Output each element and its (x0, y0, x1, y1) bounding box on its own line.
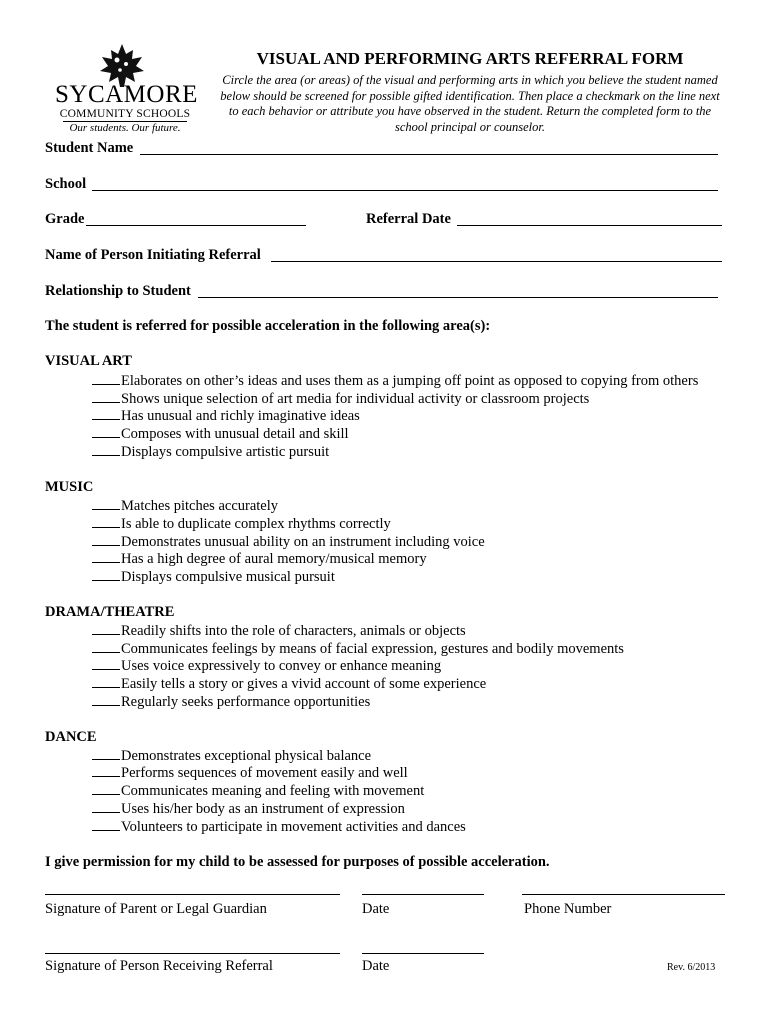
relationship-line[interactable] (198, 297, 718, 298)
checklist-item[interactable] (92, 533, 485, 551)
check-blank[interactable] (92, 693, 120, 706)
instructions-line: Circle the area (or areas) of the visual and performing arts in which you believe the student named (222, 73, 718, 87)
referral-date-line[interactable] (457, 225, 722, 226)
check-blank[interactable] (92, 497, 120, 510)
section-heading-drama: DRAMA/THEATRE (45, 604, 175, 620)
checklist-item[interactable] (92, 747, 371, 765)
grade-line[interactable] (86, 225, 306, 226)
parent-signature-label: Signature of Parent or Legal Guardian (45, 901, 267, 917)
check-blank[interactable] (92, 675, 120, 688)
check-blank[interactable] (92, 407, 120, 420)
item-text: Performs sequences of movement easily and well (121, 765, 408, 781)
receiver-signature-line[interactable] (45, 953, 340, 954)
item-text: Has a high degree of aural memory/musical memory (121, 551, 427, 567)
logo-tagline: Our students. Our future. (69, 122, 181, 134)
school-line[interactable] (92, 190, 718, 191)
date2-label: Date (362, 958, 390, 974)
item-text: Communicates feelings by means of facial expression, gestures and bodily movements (121, 641, 624, 657)
phone-label: Phone Number (524, 901, 612, 917)
checklist-item[interactable] (92, 443, 329, 461)
checklist-item[interactable] (92, 390, 589, 408)
check-blank[interactable] (92, 390, 120, 403)
instructions-line: school principal or counselor. (395, 119, 545, 134)
item-text: Displays compulsive artistic pursuit (121, 444, 330, 460)
instructions (205, 73, 735, 135)
checklist-item[interactable] (92, 657, 441, 675)
check-blank[interactable] (92, 640, 120, 653)
item-text: Communicates meaning and feeling with movement (121, 783, 425, 799)
item-text: Uses voice expressively to convey or enhance meaning (121, 658, 442, 674)
checklist-item[interactable] (92, 693, 370, 711)
form-title: VISUAL AND PERFORMING ARTS REFERRAL FORM (256, 49, 684, 68)
checklist-item[interactable] (92, 640, 624, 658)
checklist-item[interactable] (92, 372, 698, 390)
check-blank[interactable] (92, 372, 120, 385)
section-heading-dance: DANCE (45, 729, 97, 745)
checklist-item[interactable] (92, 425, 349, 443)
grade-label: Grade (45, 211, 85, 227)
student-name-line[interactable] (140, 154, 718, 155)
check-blank[interactable] (92, 550, 120, 563)
check-blank[interactable] (92, 764, 120, 777)
item-text: Demonstrates exceptional physical balance (121, 748, 372, 764)
check-blank[interactable] (92, 747, 120, 760)
checklist-item[interactable] (92, 515, 391, 533)
relationship-label: Relationship to Student (45, 283, 191, 299)
item-text: Has unusual and richly imaginative ideas (121, 408, 360, 424)
date1-line[interactable] (362, 894, 484, 895)
check-blank[interactable] (92, 533, 120, 546)
initiator-label: Name of Person Initiating Referral (45, 247, 261, 263)
school-logo (55, 42, 198, 134)
item-text: Uses his/her body as an instrument of expression (121, 801, 405, 817)
item-text: Composes with unusual detail and skill (121, 426, 349, 442)
item-text: Matches pitches accurately (121, 498, 279, 514)
checklist-item[interactable] (92, 568, 335, 586)
section-heading-visual-art: VISUAL ART (45, 353, 132, 369)
date2-line[interactable] (362, 953, 484, 954)
revision-note: Rev. 6/2013 (667, 962, 716, 973)
referral-date-label: Referral Date (366, 211, 451, 227)
initiator-line[interactable] (271, 261, 722, 262)
check-blank[interactable] (92, 800, 120, 813)
checklist-item[interactable] (92, 818, 466, 836)
checklist-item[interactable] (92, 800, 405, 818)
checklist-item[interactable] (92, 764, 408, 782)
item-text: Volunteers to participate in movement activities and dances (121, 819, 466, 835)
check-blank[interactable] (92, 443, 120, 456)
item-text: Easily tells a story or gives a vivid account of some experience (121, 676, 487, 692)
phone-line[interactable] (522, 894, 725, 895)
item-text: Elaborates on other’s ideas and uses them as a jumping off point as opposed to copying from others (121, 373, 699, 389)
check-blank[interactable] (92, 568, 120, 581)
checklist-item[interactable] (92, 407, 360, 425)
instructions-line: to each behavior or attribute you have observed in the student. Return the completed form to the (228, 104, 712, 118)
referral-intro: The student is referred for possible acceleration in the following area(s): (45, 318, 491, 334)
item-text: Regularly seeks performance opportunities (121, 694, 371, 710)
check-blank[interactable] (92, 425, 120, 438)
checklist-item[interactable] (92, 497, 278, 515)
check-blank[interactable] (92, 818, 120, 831)
check-blank[interactable] (92, 515, 120, 528)
item-text: Readily shifts into the role of characters, animals or objects (121, 623, 466, 639)
school-label: School (45, 176, 87, 192)
student-name-label: Student Name (45, 140, 134, 156)
check-blank[interactable] (92, 622, 120, 635)
parent-signature-line[interactable] (45, 894, 340, 895)
instructions-line: below should be screened for possible gifted identification. Then place a checkmark on the line next (220, 88, 720, 103)
checklist-item[interactable] (92, 782, 424, 800)
item-text: Demonstrates unusual ability on an instrument including voice (121, 534, 485, 550)
permission-statement: I give permission for my child to be assessed for purposes of possible acceleration. (45, 854, 550, 870)
receiver-signature-label: Signature of Person Receiving Referral (45, 958, 273, 974)
checklist-item[interactable] (92, 622, 466, 640)
item-text: Shows unique selection of art media for individual activity or classroom projects (121, 391, 590, 407)
section-heading-music: MUSIC (45, 479, 94, 495)
item-text: Displays compulsive musical pursuit (121, 569, 335, 585)
check-blank[interactable] (92, 657, 120, 670)
checklist-item[interactable] (92, 550, 427, 568)
logo-subname: COMMUNITY SCHOOLS (59, 108, 191, 120)
check-blank[interactable] (92, 782, 120, 795)
checklist-item[interactable] (92, 675, 486, 693)
logo-name: SYCAMORE (55, 81, 198, 108)
date1-label: Date (362, 901, 390, 917)
item-text: Is able to duplicate complex rhythms correctly (121, 516, 391, 532)
